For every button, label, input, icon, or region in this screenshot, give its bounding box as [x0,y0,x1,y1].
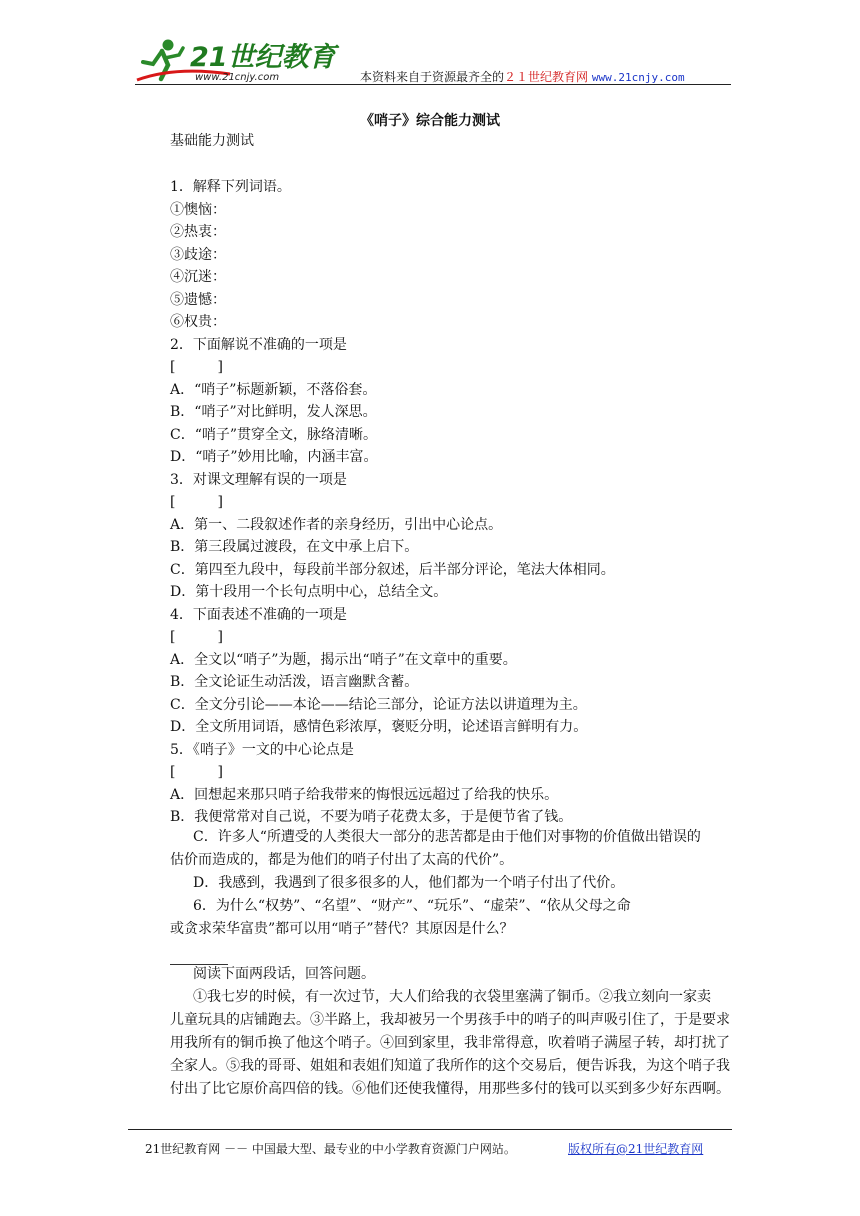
header-site-link[interactable]: ２１世纪教育网 [504,70,589,84]
q5-option-c-line2: 估价而造成的，都是为他们的哨子付出了太高的代价”。 [170,852,514,868]
question-line: 1．解释下列词语。 [170,179,291,195]
question-line: [ ] [170,359,223,375]
question-line: A．全文以“哨子”为题，揭示出“哨子”在文章中的重要。 [170,651,517,668]
q6-line1: 6．为什么“权势”、“名望”、“财产”、“玩乐”、“虚荣”、“依从父母之命 [193,898,631,914]
logo-wordmark: 21世纪教育 [190,42,336,73]
header-divider [135,84,731,85]
question-line: B．我便常常对自己说，不要为哨子花费太多，于是便节省了钱。 [170,809,573,825]
q6-line2: 或贪求荣华富贵”都可以用“哨子”替代？其原因是什么？ [170,921,514,937]
question-line: [ ] [170,629,223,645]
question-line: 2．下面解说不准确的一项是 [170,336,347,353]
site-logo [135,36,345,86]
question-line: C．“哨子”贯穿全文，脉络清晰。 [170,426,378,443]
footer-copyright-link[interactable]: 版权所有@21世纪教育网 [568,1142,704,1156]
header-source-text [360,68,685,85]
question-line: ⑤遗憾： [170,291,226,308]
header-url-link[interactable]: www.21cnjy.com [591,71,685,84]
question-line: A．回想起来那只哨子给我带来的悔恨远远超过了给我的快乐。 [170,786,559,803]
header-prefix: 本资料来自于资源最齐全的 [360,70,505,84]
question-line: 5．《哨子》一文的中心论点是 [170,741,354,758]
question-line: [ ] [170,494,223,510]
question-line: 3．对课文理解有误的一项是 [170,471,347,488]
passage-line: 付出了比它原价高四倍的钱。⑥他们还使我懂得，用那些多付的钱可以买到多少好东西啊。 [170,1081,730,1097]
question-line: ⑥权贵： [170,314,226,330]
question-line: B．“哨子”对比鲜明，发人深思。 [170,404,377,420]
q5-option-c-line1: C．许多人“所遭受的人类很大一部分的悲苦都是由于他们对事物的价值做出错误的 [193,829,701,845]
question-line: A．“哨子”标题新颖，不落俗套。 [170,381,377,398]
q5-option-d: D．我感到，我遇到了很多很多的人，他们都为一个哨子付出了代价。 [193,875,625,891]
question-line: C．全文分引论——本论——结论三部分，论证方法以讲道理为主。 [170,696,587,713]
question-line: B．第三段属过渡段，在文中承上启下。 [170,539,419,555]
question-line: A．第一、二段叙述作者的亲身经历，引出中心论点。 [170,516,503,533]
question-line: ③歧途： [170,246,226,263]
footer-text: 21世纪教育网 －－ 中国最大型、最专业的中小学教育资源门户网站。 [145,1142,516,1156]
question-line: B．全文论证生动活泼，语言幽默含蓄。 [170,674,419,690]
logo-url: www.21cnjy.com [195,72,280,83]
passage-line: 用我所有的铜币换了他这个哨子。④回到家里，我非常得意，吹着哨子满屋子转，却打扰了 [170,1035,730,1051]
footer-divider [128,1129,732,1130]
document-title: 《哨子》综合能力测试 [360,113,500,129]
question-line: 4．下面表述不准确的一项是 [170,606,347,623]
question-line: ④沉迷： [170,269,226,285]
reading-intro: 阅读下面两段话，回答问题。 [193,966,375,982]
question-line: ②热衷： [170,224,226,240]
question-line: [ ] [170,764,223,780]
passage-line: ①我七岁的时候，有一次过节，大人们给我的衣袋里塞满了铜币。②我立刻向一家卖 [193,989,711,1005]
question-line: D．“哨子”妙用比喻，内涵丰富。 [170,449,378,465]
question-line: D．全文所用词语，感情色彩浓厚，褒贬分明，论述语言鲜明有力。 [170,719,588,735]
section-heading: 基础能力测试 [170,133,254,149]
passage-line: 儿童玩具的店铺跑去。③半路上，我却被另一个男孩手中的哨子的叫声吸引住了，于是要求 [170,1012,730,1028]
passage-line: 全家人。⑤我的哥哥、姐姐和表姐们知道了我所作的这个交易后，便告诉我，为这个哨子我 [170,1058,730,1074]
question-line: C．第四至九段中，每段前半部分叙述，后半部分评论，笔法大体相同。 [170,561,615,578]
question-line: ①懊恼： [170,201,226,218]
question-line: D．第十段用一个长句点明中心，总结全文。 [170,584,448,600]
